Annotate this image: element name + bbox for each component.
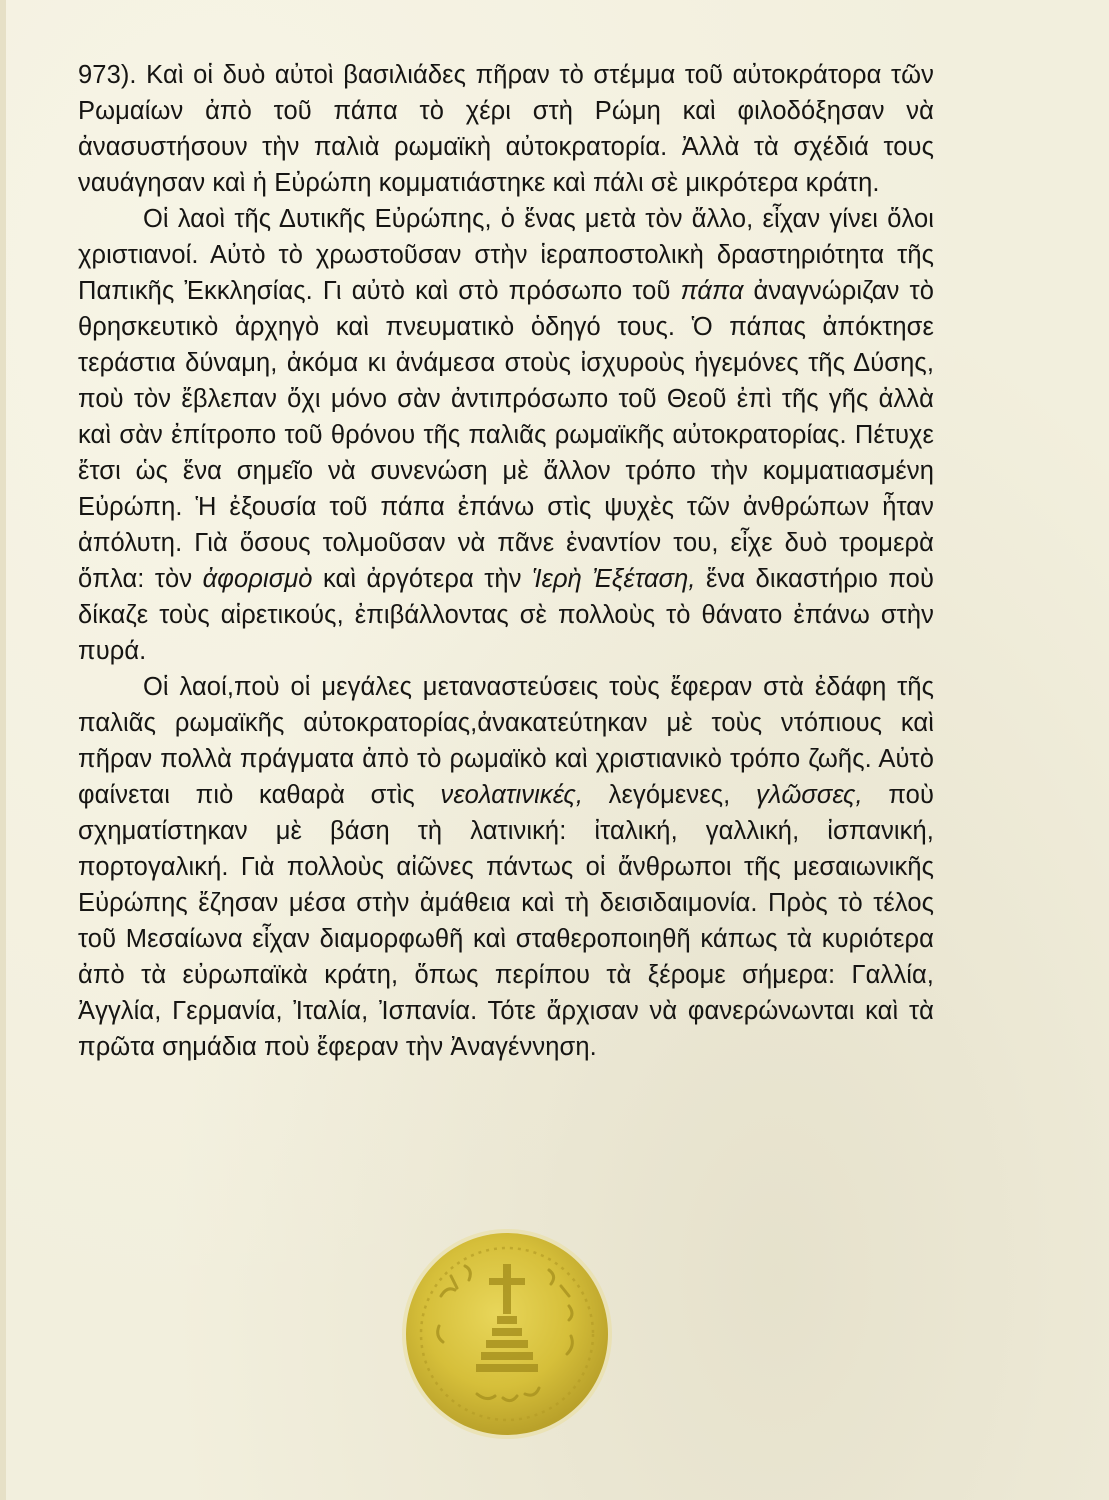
- text-run: Οἱ λαοὶ τῆς Δυτικῆς Εὐρώπης, ὁ ἕνας μετὰ τὸν ἄλλο, εἶχαν γίνει ὅλοι χριστιανοί. Αὐτὸ τὸ χρωστοῦσαν στὴν ἱεραποστολικὴ δραστηριότητα τῆς Παπικῆς Ἐκκλησίας. Γι αὐτὸ καὶ στὸ πρόσωπο τοῦ: [78, 205, 934, 305]
- body-text: [78, 57, 934, 1065]
- gold-coin-icon: [399, 1226, 615, 1442]
- italic-term: πάπα: [680, 277, 744, 305]
- text-run: 973). Καὶ οἱ δυὸ αὐτοὶ βασιλιάδες πῆραν τὸ στέμμα τοῦ αὐτοκράτορα τῶν Ρωμαίων ἀπὸ τοῦ πάπα τὸ χέρι στὴ Ρώμη καὶ φιλοδόξησαν νὰ ἀνασυστήσουν τὴν παλιὰ ρωμαϊκὴ αὐτοκρατορία. Ἀλλὰ τὰ σχέδιά τους ναυάγησαν καὶ ἡ Εὐρώπη κομματιάστηκε καὶ πάλι σὲ μικρότερα κράτη.: [78, 61, 934, 197]
- italic-term: Ἱερὴ Ἐξέταση,: [531, 565, 696, 593]
- coin-illustration: [399, 1226, 615, 1442]
- text-run: καὶ ἀργότερα τὴν: [312, 565, 532, 593]
- italic-term: γλῶσσες,: [755, 781, 863, 809]
- scan-edge: [0, 0, 6, 1500]
- text-run: ἀναγνώριζαν τὸ θρησκευτικὸ ἀρχηγὸ καὶ πνευματικὸ ὁδηγό τους. Ὁ πάπας ἀπόκτησε τεράστια δύναμη, ἀκόμα κι ἀνάμεσα στοὺς ἰσχυροὺς ἡγεμόνες τῆς Δύσης, ποὺ τὸν ἔβλεπαν ὄχι μόνο σὰν ἀντιπρόσωπο τοῦ Θεοῦ ἐπὶ τῆς γῆς ἀλλὰ καὶ σὰν ἐπίτροπο τοῦ θρόνου τῆς παλιᾶς ρωμαϊκῆς αὐτοκρατορίας. Πέτυχε ἔτσι ὡς ἕνα σημεῖο νὰ συνενώση μὲ ἄλλον τρόπο τὴν κομματιασμένη Εὐρώπη. Ἡ ἐξουσία τοῦ πάπα ἐπάνω στὶς ψυχὲς τῶν ἀνθρώπων ἦταν ἀπόλυτη. Γιὰ ὅσους τολμοῦσαν νὰ πᾶνε ἐναντίον του, εἶχε δυὸ τρομερὰ ὅπλα: τὸν: [78, 277, 934, 593]
- text-run: Οἱ λαοί,ποὺ οἱ μεγάλες μεταναστεύσεις τοὺς ἔφεραν στὰ ἐδάφη τῆς παλιᾶς ρωμαϊκῆς αὐτοκρατορίας,ἀνακατεύτηκαν μὲ τοὺς ντόπιους καὶ πῆραν πολλὰ πράγματα ἀπὸ τὸ ρωμαϊκὸ καὶ χριστιανικὸ τρόπο ζωῆς. Αὐτὸ φαίνεται πιὸ καθαρὰ στὶς: [78, 673, 934, 809]
- text-run: ἕνα δικαστήριο ποὺ δίκαζε τοὺς αἱρετικούς, ἐπιβάλλοντας σὲ πολλοὺς τὸ θάνατο ἐπάνω στὴν πυρά.: [78, 565, 934, 665]
- text-run: λεγόμενες,: [583, 781, 756, 809]
- italic-term: ἀφορισμὸ: [202, 565, 313, 593]
- italic-term: νεολατινικές,: [440, 781, 584, 809]
- paragraph-3: [78, 669, 934, 1065]
- paragraph-1: [78, 57, 934, 201]
- paragraph-2: [78, 201, 934, 669]
- text-run: ποὺ σχηματίστηκαν μὲ βάση τὴ λατινική: ἰταλική, γαλλική, ἰσπανική, πορτογαλική. Γιὰ πολλοὺς αἰῶνες πάντως οἱ ἄνθρωποι τῆς μεσαιωνικῆς Εὐρώπης ἔζησαν μέσα στὴν ἀμάθεια καὶ τὴ δεισιδαιμονία. Πρὸς τὸ τέλος τοῦ Μεσαίωνα εἶχαν διαμορφωθῆ καὶ σταθεροποιηθῆ κάπως τὰ κυριότερα ἀπὸ τὰ εὐρωπαϊκὰ κράτη, ὅπως περίπου τὰ ξέρομε σήμερα: Γαλλία, Ἀγγλία, Γερμανία, Ἰταλία, Ἰσπανία. Τότε ἄρχισαν νὰ φανερώνωνται καὶ τὰ πρῶτα σημάδια ποὺ ἔφεραν τὴν Ἀναγέννηση.: [78, 781, 934, 1061]
